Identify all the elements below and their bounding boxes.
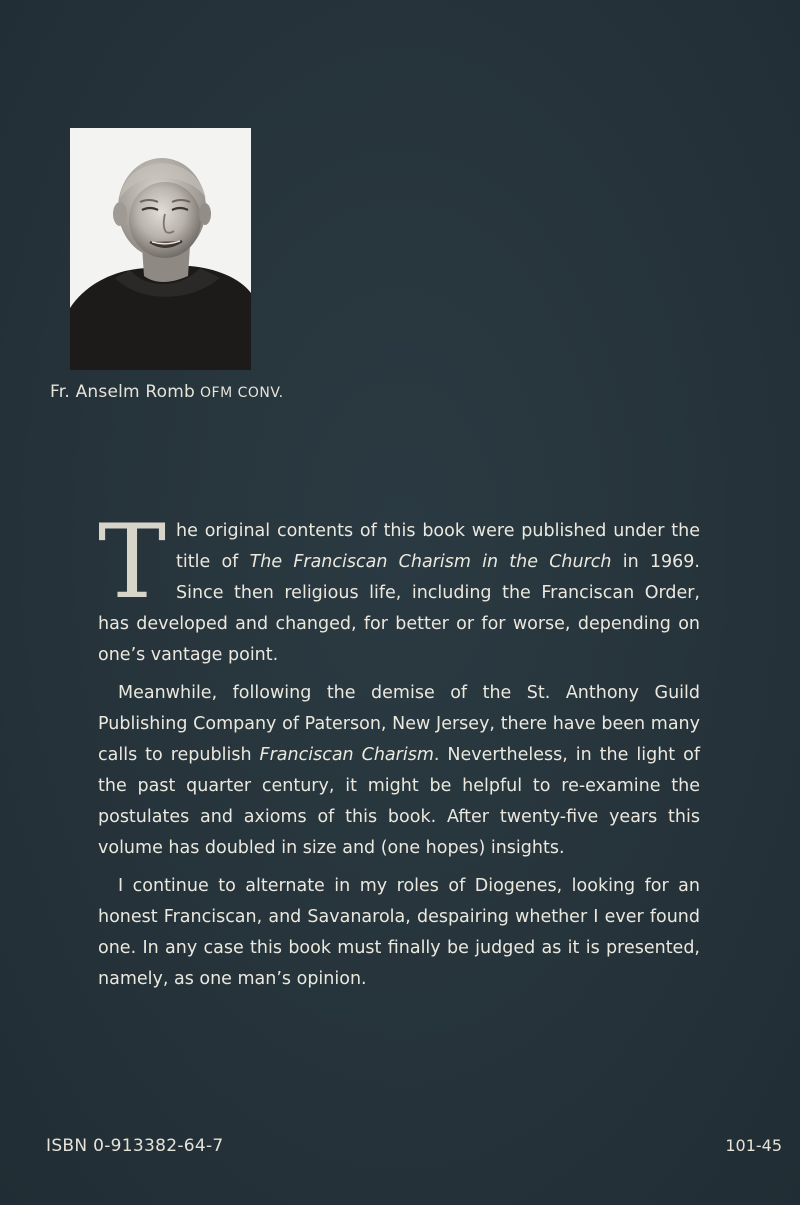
isbn-number: ISBN 0-913382-64-7 — [46, 1136, 224, 1156]
author-name: Fr. Anselm Romb — [50, 382, 195, 402]
blurb-p2-text-b: . Nevertheless, in the light of the past quarter century, it might be helpful to re-examine the postulates and axioms of this book. After twenty-five years this volume has doubled in size and (one hopes) insights. — [98, 745, 701, 858]
author-caption — [50, 382, 284, 402]
blurb-paragraph-1 — [98, 503, 700, 671]
author-portrait-icon — [70, 128, 251, 370]
catalog-code: 101-45 — [725, 1136, 782, 1155]
original-book-title: The Franciscan Charism in the Church — [249, 552, 612, 572]
blurb-p3-text: I continue to alternate in my roles of Diogenes, looking for an honest Franciscan, and Savanarola, despairing whether I ever found one. In any case this book must finally be judged as it is presented, namely, as one man’s opinion. — [98, 876, 700, 989]
blurb-paragraph-2 — [98, 678, 700, 864]
blurb-paragraph-3 — [98, 871, 700, 995]
author-order: OFM CONV. — [200, 385, 284, 401]
drop-cap: T — [98, 503, 167, 622]
author-photo — [70, 128, 251, 370]
blurb-p1-text-a: he original contents of this book were published under the title of — [176, 521, 700, 572]
book-blurb — [98, 503, 701, 1002]
blurb-p1-text-b: in 1969. Since then religious life, including the Franciscan Order, has developed and changed, for better or for worse, depending on one’s vantage point. — [98, 552, 700, 665]
blurb-p2-text-a: Meanwhile, following the demise of the St. Anthony Guild Publishing Company of Paterson, New Jersey, there have been many calls to republish — [98, 683, 700, 765]
short-book-title: Franciscan Charism — [259, 745, 434, 765]
